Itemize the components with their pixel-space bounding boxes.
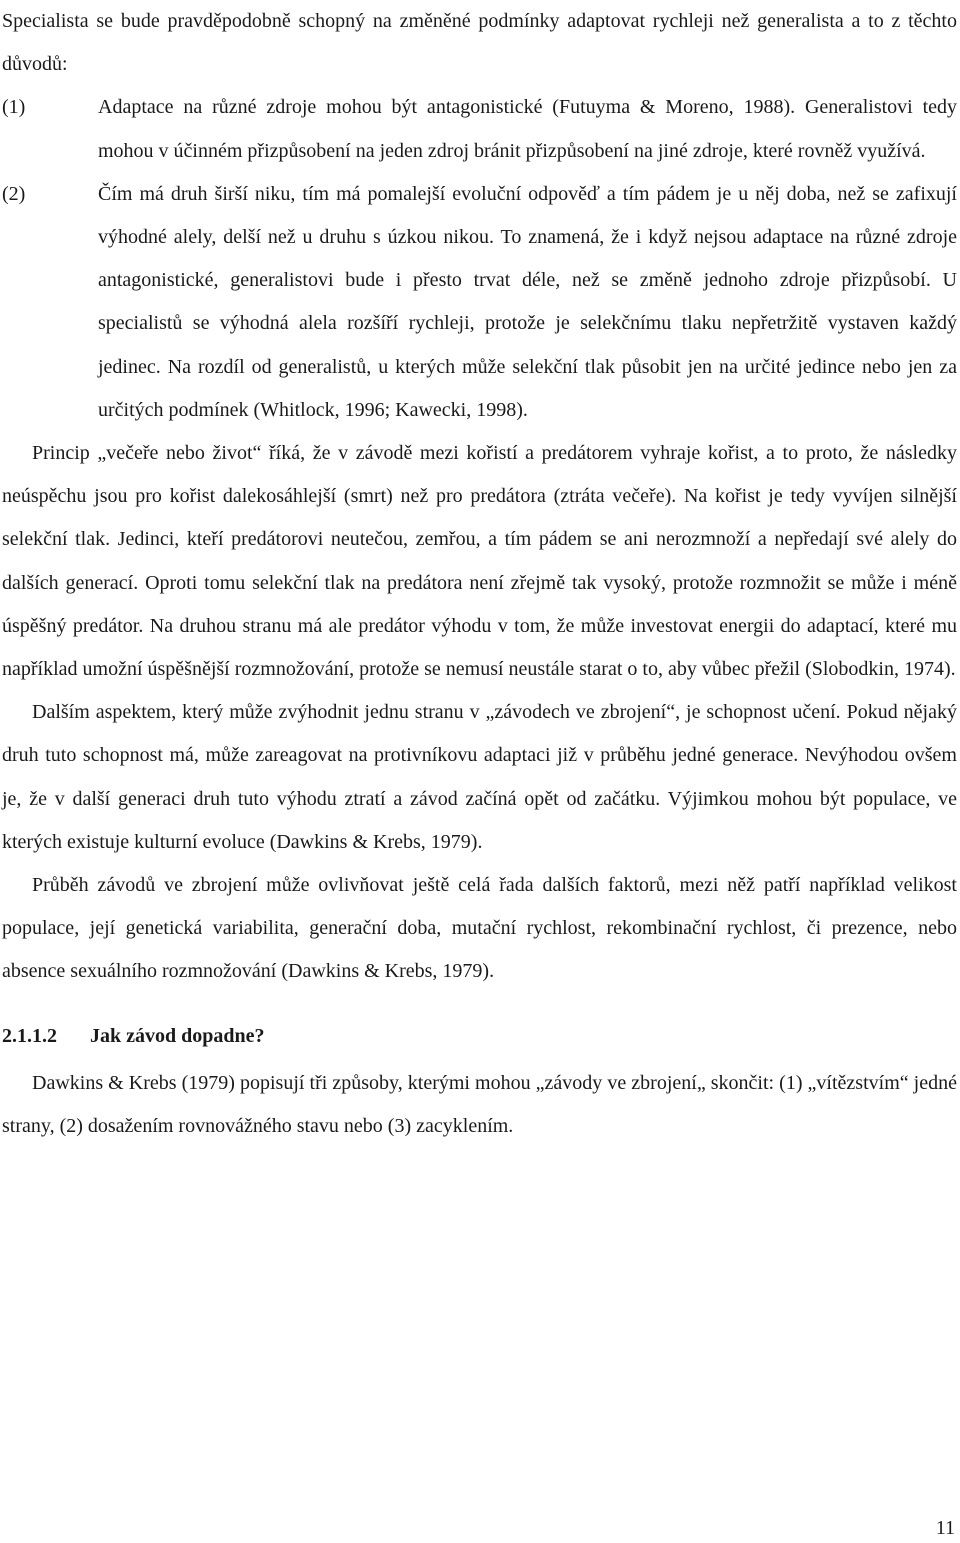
list-item-text: Adaptace na různé zdroje mohou být antagonistické (Futuyma & Moreno, 1988). Generalistovi tedy mohou v účinném přizpůsobení na jeden zdroj bránit přizpůsobení na jiné zdroje, které rovněž využívá.: [98, 96, 957, 162]
list-item-number: (1): [2, 96, 26, 119]
list-item: [2, 86, 957, 172]
section-heading-number: 2.1.1.2: [2, 1024, 57, 1047]
paragraph-outcomes: Dawkins & Krebs (1979) popisují tři způsoby, kterými mohou „závody ve zbrojení„ skončit: (1) „vítězstvím“ jedné strany, (2) dosažením rovnovážného stavu nebo (3) zacyklením.: [2, 1071, 957, 1137]
numbered-list: [2, 86, 957, 432]
list-item-text: Čím má druh širší niku, tím má pomalejší evoluční odpověď a tím pádem je u něj doba, než se zafixují výhodné alely, delší než u druhu s úzkou nikou. To znamená, že i když nejsou adaptace na různé zdroje antagonistické, generalistovi bude i přesto trvat déle, než se změně jednoho zdroje přizpůsobí. U specialistů se výhodná alela rozšíří rychleji, protože je selekčnímu tlaku nepřetržitě vystaven každý jedinec. Na rozdíl od generalistů, u kterých může selekční tlak působit jen na určité jedince nebo jen za určitých podmínek (Whitlock, 1996; Kawecki, 1998).: [98, 182, 957, 421]
page-content: [2, 0, 957, 1148]
list-item: [2, 173, 957, 432]
paragraph-princip: Princip „večeře nebo život“ říká, že v závodě mezi kořistí a predátorem vyhraje kořist, a to proto, že následky neúspěchu jsou pro kořist dalekosáhlejší (smrt) než pro predátora (ztráta večeře). Na kořist je tedy vyvíjen silnější selekční tlak. Jedinci, kteří predátorovi neutečou, zemřou, a tím pádem se ani nerozmnoží a nepředají své alely do dalších generací. Oproti tomu selekční tlak na predátora není zřejmě tak vysoký, protože rozmnožit se může i méně úspěšný predátor. Na druhou stranu má ale predátor výhodu v tom, že může investovat energii do adaptací, které mu například umožní úspěšnější rozmnožování, protože se nemusí neustále starat o to, aby vůbec přežil (Slobodkin, 1974).: [2, 442, 957, 681]
list-item-number: (2): [2, 182, 26, 205]
section-heading: [2, 1020, 957, 1052]
page-number: 11: [935, 1517, 955, 1539]
section-heading-title: Jak závod dopadne?: [90, 1024, 265, 1047]
paragraph-factors: Průběh závodů ve zbrojení může ovlivňovat ještě celá řada dalších faktorů, mezi něž patří například velikost populace, její genetická variabilita, generační doba, mutační rychlost, rekombinační rychlost, či prezence, nebo absence sexuálního rozmnožování (Dawkins & Krebs, 1979).: [2, 874, 957, 983]
intro-paragraph: Specialista se bude pravděpodobně schopný na změněné podmínky adaptovat rychleji než generalista a to z těchto důvodů:: [2, 10, 957, 76]
paragraph-learning: Dalším aspektem, který může zvýhodnit jednu stranu v „závodech ve zbrojení“, je schopnost učení. Pokud nějaký druh tuto schopnost má, může zareagovat na protivníkovu adaptaci již v průběhu jedné generace. Nevýhodou ovšem je, že v další generaci druh tuto výhodu ztratí a závod začíná opět od začátku. Výjimkou mohou být populace, ve kterých existuje kulturní evoluce (Dawkins & Krebs, 1979).: [2, 701, 957, 853]
